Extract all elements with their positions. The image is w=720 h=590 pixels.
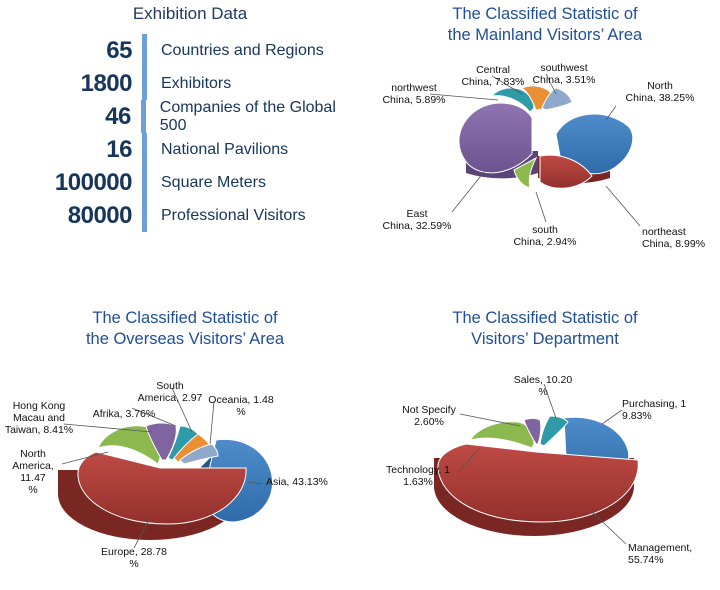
slice-label-europe: Europe, 28.78 % <box>101 546 167 570</box>
slice-label-south-america: South America, 2.97 <box>137 380 203 404</box>
slice-label-oceania: Oceania, 1.48 % <box>208 394 274 418</box>
slice-label-not-specify: Not Specify 2.60% <box>402 404 456 428</box>
slice-label-sales: Sales, 10.20 % <box>513 374 573 398</box>
stat-value: 80000 <box>67 201 132 229</box>
list-item <box>10 199 365 232</box>
stat-divider <box>142 34 147 67</box>
stat-label: Countries and Regions <box>161 41 324 59</box>
stat-label: Exhibitors <box>161 74 232 92</box>
list-item <box>10 67 365 100</box>
chart-title-line1: The Classified Statistic of <box>452 309 638 327</box>
mainland-pie-chart <box>370 46 720 290</box>
slice-label-hong-kong-macau-taiwan: Hong Kong Macau and Taiwan, 8.41% <box>4 400 74 436</box>
department-pie-chart <box>370 352 720 590</box>
visitors-department-chart-panel <box>370 300 720 590</box>
stat-divider <box>142 166 147 199</box>
mainland-visitors-chart-panel <box>370 0 720 290</box>
overseas-visitors-chart-panel <box>0 300 370 590</box>
list-item <box>10 133 365 166</box>
stat-divider <box>142 133 147 166</box>
slice-label-north-china: North China, 38.25% <box>625 80 695 104</box>
stat-value: 100000 <box>54 168 132 196</box>
slice-label-south-china: south China, 2.94% <box>513 224 577 248</box>
exhibition-data-list <box>10 34 365 232</box>
stat-value: 1800 <box>80 69 132 97</box>
slice-label-northwest-china: northwest China, 5.89% <box>382 82 446 106</box>
stat-label: National Pavilions <box>161 140 289 158</box>
slice-label-northeast-china: northeast China, 8.99% <box>642 226 706 250</box>
chart-title-line1: The Classified Statistic of <box>452 5 638 23</box>
stat-divider <box>141 100 146 133</box>
stat-divider <box>142 199 147 232</box>
list-item <box>10 166 365 199</box>
chart-title-line2: the Mainland Visitors’ Area <box>447 26 643 44</box>
chart-title <box>370 4 720 46</box>
chart-title <box>370 308 720 350</box>
list-item <box>10 34 365 67</box>
chart-title <box>0 308 370 350</box>
stat-label: Companies of the Global 500 <box>159 98 336 134</box>
chart-title-line1: The Classified Statistic of <box>92 309 278 327</box>
exhibition-data-title: Exhibition Data <box>132 4 248 23</box>
slice-label-technology: Technology, 1 1.63% <box>385 464 450 488</box>
exhibition-data-panel <box>0 0 370 290</box>
stat-label: Square Meters <box>161 173 266 191</box>
slice-label-east-china: East China, 32.59% <box>382 208 452 232</box>
slice-label-afrika: Afrika, 3.76% <box>92 408 156 420</box>
stat-value: 46 <box>105 102 131 130</box>
slice-label-north-america: North America, 11.47 % <box>12 448 54 496</box>
chart-title-line2: Visitors’ Department <box>471 330 619 348</box>
stat-divider <box>142 67 147 100</box>
stat-value: 16 <box>106 135 132 163</box>
chart-title-line2: the Overseas Visitors’ Area <box>85 330 285 348</box>
stat-value: 65 <box>106 36 132 64</box>
slice-label-central-china: Central China, 7.83% <box>461 64 525 88</box>
list-item <box>10 100 365 133</box>
slice-label-asia: Asia, 43.13% <box>266 476 328 488</box>
slice-label-southwest-china: southwest China, 3.51% <box>532 62 596 86</box>
slice-label-purchasing: Purchasing, 1 9.83% <box>622 398 687 422</box>
stat-label: Professional Visitors <box>161 206 306 224</box>
slice-label-management: Management, 55.74% <box>628 542 693 566</box>
overseas-pie-chart <box>0 352 370 590</box>
